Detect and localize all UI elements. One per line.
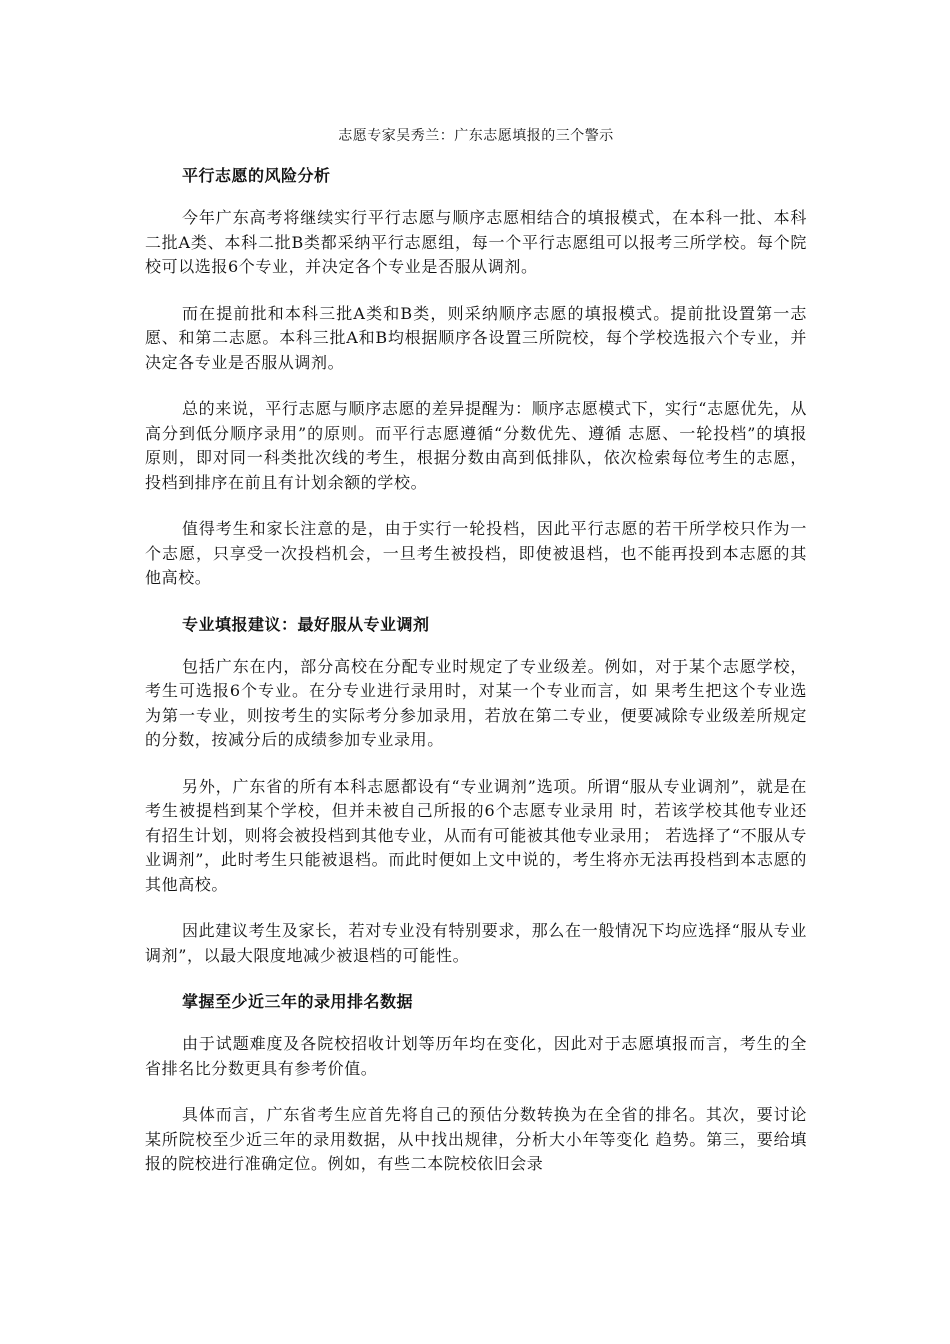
paragraph: 由于试题难度及各院校招收计划等历年均在变化，因此对于志愿填报而言，考生的全省排名比分数更具有参考价值。 — [145, 1034, 807, 1078]
paragraph: 另外，广东省的所有本科志愿都设有“专业调剂”选项。所谓“服从专业调剂”，就是在考生被提档到某个学校，但并未被自己所报的6个志愿专业录用 时，若该学校其他专业还有招生计划，则将会被投档到其他专业，从而有可能被其他专业录用； 若选择了“不服从专业调剂”，此时考生只能被退档。而此时便如上文中说的，考生将亦无法再投档到本志愿的其他高校。 — [145, 776, 807, 894]
paragraph: 具体而言，广东省考生应首先将自己的预估分数转换为在全省的排名。其次，要讨论某所院校至少近三年的录用数据，从中找出规律，分析大小年等变化 趋势。第三，要给填报的院校进行准确定位。例如，有些二本院校依旧会录 — [145, 1105, 807, 1173]
section-heading-parallel-risk: 平行志愿的风险分析 — [182, 166, 331, 185]
paragraph: 因此建议考生及家长，若对专业没有特别要求，那么在一般情况下均应选择“服从专业调剂”，以最大限度地减少被退档的可能性。 — [145, 921, 807, 965]
section-heading-ranking-data: 掌握至少近三年的录用排名数据 — [182, 992, 414, 1011]
document-title: 志愿专家吴秀兰：广东志愿填报的三个警示 — [338, 128, 614, 144]
section-heading-major-adjustment: 专业填报建议：最好服从专业调剂 — [182, 614, 430, 634]
paragraph: 值得考生和家长注意的是，由于实行一轮投档，因此平行志愿的若干所学校只作为一个志愿，只享受一次投档机会，一旦考生被投档，即使被退档，也不能再投到本志愿的其他高校。 — [145, 519, 807, 587]
paragraph: 包括广东在内，部分高校在分配专业时规定了专业级差。例如，对于某个志愿学校，考生可选报6个专业。在分专业进行录用时，对某一个专业而言，如 果考生把这个专业选为第一专业，则按考生的实际考分参加录用，若放在第二专业，便要减除专业级差所规定的分数，按减分后的成绩参加专业录用。 — [145, 656, 807, 749]
paragraph: 今年广东高考将继续实行平行志愿与顺序志愿相结合的填报模式，在本科一批、本科二批A类、本科二批B类都采纳平行志愿组，每一个平行志愿组可以报考三所学校。每个院校可以选报6个专业，并决定各个专业是否服从调剂。 — [145, 208, 807, 276]
document-page — [145, 126, 807, 1199]
paragraph: 而在提前批和本科三批A类和B类，则采纳顺序志愿的填报模式。提前批设置第一志愿、和第二志愿。本科三批A和B均根据顺序各设置三所院校，每个学校选报六个专业，并决定各专业是否服从调剂。 — [145, 303, 807, 372]
paragraph: 总的来说，平行志愿与顺序志愿的差异提醒为：顺序志愿模式下，实行“志愿优先，从高分到低分顺序录用”的原则。而平行志愿遵循“分数优先、遵循 志愿、一轮投档”的填报原则，即对同一科类批次线的考生，根据分数由高到低排队，依次检索每位考生的志愿，投档到排序在前且有计划余额的学校。 — [145, 399, 807, 492]
